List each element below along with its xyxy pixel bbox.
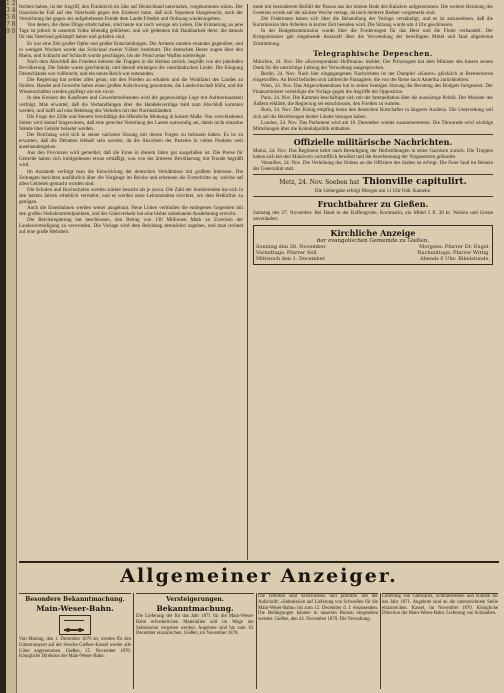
metz-line-1: Metz, 24. Nov. Soeben hat (279, 179, 360, 187)
left-paragraph-5: Die Regierung hat seither alles getan, um den Frieden zu erhalten und die Wohlfahrt des Landes zu fördern. Handel und Gewerbe haben einen großen Aufschwung genommen, die Landwirtschaft blüht, und die Wissenschaften werden gepflegt wie nie zuvor. (19, 77, 243, 96)
ad-divider (256, 593, 257, 689)
church-cell: Nachmittags: Pfarrer Wittig. (417, 250, 490, 257)
church-row (256, 256, 490, 262)
right-paragraph-3: In der Budgetkommission wurde über die Forderungen für das Heer und die Flotte verhandelt. Der Kriegsminister gab eingehende Auskunft über die Verwendung der bewilligten Mittel und fand allgemeine Zustimmung. (253, 28, 493, 47)
left-paragraph-7: Die Frage der Zölle und Steuern beschäftigt die öffentliche Meinung in hohem Maße. Von verschiedenen Seiten wird darauf hingewiesen, daß eine gerechte Verteilung der Lasten notwendig sei, damit nicht einzelne Stände über Gebühr belastet werden. (19, 113, 243, 132)
church-title: Kirchliche Anzeige (330, 228, 416, 239)
left-margin-strip (6, 0, 17, 693)
left-paragraph-3: Es war eine Zeit großer Opfer und großer Entscheidungen. Die Armeen standen einander gegenüber, und in wenigen Wochen wurde das Schicksal zweier Völker bestimmt. Die deutschen Heere zogen über den Rhein, und Schlacht auf Schlacht wurde geschlagen, bis der Feind seine Waffen niederlegte. (19, 40, 243, 59)
ad3-text: Die Offerten sind verschlossen und portofrei mit der Aufschrift: »Submission auf Lieferung von Schwellen für die Main-Weser-Bahn« bis zum 12. December d. J. einzusenden. Die Bedingungen können in unserem Bureau eingesehen werden. Gießen, den 24. November 1870. Die Verwaltung. (258, 594, 378, 623)
telegraph-item-6: London, 24. Nov. Das Parlament wird am 10. Dezember wieder zusammentreten. Die Thronrede wird wichtige Mitteilungen über die Kolonialpolitik enthalten. (253, 119, 493, 132)
metz-bulletin (253, 177, 493, 187)
locomotive-icon (59, 615, 91, 635)
fruit-heading: Fruchtbahrer zu Gießen. (317, 199, 429, 210)
church-subtitle: der evangelischen Gemeinde zu Gießen. (316, 238, 430, 245)
left-paragraph-4: Nach dem Abschluß des Friedens kehrten die Truppen in die Heimat zurück, begrüßt von der jubelnden Bevölkerung. Die Städte waren geschmückt, und überall erklangen die vaterländischen Lieder. Die Einigung Deutschlands war vollbracht, und ein neues Reich war entstanden. (19, 58, 243, 78)
church-cell: Abends 6 Uhr: Bibelstunde. (419, 256, 490, 263)
left-paragraph-8: Der Reichstag wird sich in seiner nächsten Sitzung mit diesen Fragen zu befassen haben. Es ist zu erwarten, daß die Debatten lebhaft sein werden, da die Ansichten der Parteien in vielen Punkten weit auseinandergehen. (19, 131, 243, 151)
section-rule (253, 174, 493, 175)
section-rule (253, 196, 493, 197)
church-cell: Sonntag den 28. November. (256, 244, 327, 251)
margin-text: 1 2 3 4 5 6 7 8 9 0 (6, 0, 16, 35)
church-cell: Vormittags: Pfarrer Sell. (256, 250, 319, 257)
military-heading: Offizielle militärische Nachrichten. (293, 136, 453, 147)
section-rule (253, 134, 493, 135)
ad1-heading: Besondere Bekanntmachung. (25, 596, 125, 603)
ad1-text: Von Montag, den 1. December 1870 an, werden für den Gütertransport auf der Strecke Gießen–Kassel wieder alle Güter angenommen. Gießen, 25. November 1870. Königliche Direktion der Main-Weser-Bahn. (19, 637, 131, 660)
left-paragraph-1: fechten haben, ist der Angriff, den Frankreich im Jahr auf Deutschland unternahm, vorgekommen wären. Der französische Fall auf des Vaterlands gegen den Eroberer hatte, daß sich Napoleon klargemacht, nach der Vernichtung der gegen uns aufgehobenen Feinde dem Lande Frieden und Ordnung wiederzugeben. (19, 4, 243, 23)
ad4-text: Lieferung von Gußwaren, Schmiedeeisen und Kohlen für das Jahr 1871. Angebote sind an die unterzeichnete Stelle einzureichen. Kassel, im November 1870. Königliche Direction der Main-Weser-Bahn. Lieferung von Schrauben. (382, 594, 498, 617)
church-notice-box (253, 225, 493, 265)
telegraph-item-5: Rom, 24. Nov. Der König empfing heute den deutschen Botschafter in längerer Audienz. Die Unterredung soll sich auf die Beziehungen beider Länder bezogen haben. (253, 107, 493, 120)
left-paragraph-10: Im Auslande verfolgt man die Entwicklung der deutschen Verhältnisse mit großem Interesse. Die Zeitungen berichten ausführlich über die Vorgänge im Reiche und erkennen die Fortschritte an, welche auf allen Gebieten gemacht worden sind. (19, 168, 243, 187)
ad2-text: Die Lieferung der für das Jahr 1871 für die Main-Weser-Bahn erforderlichen Materialien soll im Wege der Submission vergeben werden. Angebote sind bis zum 10. December einzureichen. Gießen, im November 1870. (136, 614, 254, 637)
ad-divider (133, 593, 134, 689)
anzeiger-title: Allgemeiner Anzeiger. (120, 565, 398, 587)
left-column (19, 4, 243, 560)
ad-column-2 (136, 593, 254, 690)
ad2-title: Bekanntmachung. (156, 604, 234, 613)
church-cell: Morgens: Pfarrer Dr. Engel. (419, 244, 490, 251)
newspaper-page (6, 0, 504, 693)
left-paragraph-6: In den Kreisen der Kaufleute und Gewerbetreibenden wird die gegenwärtige Lage mit Aufmerksamkeit verfolgt. Man erwartet, daß die Verhandlungen über die Handelsverträge bald zum Abschluß kommen werden, und hofft auf eine Belebung des Verkehrs mit den Nachbarländern. (19, 95, 243, 114)
right-paragraph-1: mute mit besonderem Beifall der Passus aus der letzten Rede des Kanzlers aufgenommen. Die weitere Beratung des Gesetzes wurde auf die nächste Woche vertagt, da noch mehrere Redner vorgemerkt sind. (253, 4, 493, 17)
left-paragraph-12: Auch die Eisenbahnen werden weiter ausgebaut. Neue Linien verbinden die entlegenen Gegenden mit den großen Verkehrsmittelpunkten, und der Güterverkehr hat eine bisher unbekannte Ausdehnung erreicht. (19, 205, 243, 218)
church-cell: Mittwoch den 1. December. (256, 256, 327, 263)
telegraph-item-4: Paris, 24. Nov. Die Kammer beschäftigte sich mit der Interpellation über die auswärtige Politik. Der Minister des Äußern erklärte, die Regierung sei entschlossen, den Frieden zu wahren. (253, 95, 493, 108)
ad2-heading: Versteigerungen. (166, 596, 224, 603)
military-item-1: Mainz, 24. Nov. Das Regiment kehrt nach Beendigung der Herbstübungen in seine Garnison zurück. Die Truppen haben sich bei den Manövern vortrefflich bewährt und die Anerkennung der Vorgesetzten gefunden. (253, 147, 493, 160)
metz-line-2: Die Uebergabe erfolgt Morgen um 11 Uhr früh. Kameke. (314, 188, 432, 195)
anzeiger-header (19, 561, 499, 593)
right-paragraph-2: Die Fraktionen haben sich über die Behandlung der Vorlage verständigt, und es ist anzunehmen, daß die Kommission ihre Arbeiten in kurzer Zeit beenden wird. Die Sitzung wurde um 4 Uhr geschlossen. (253, 16, 493, 29)
ad-column-1 (19, 593, 131, 690)
telegraph-item-1: München, 24. Nov. Die »Korrespondenz Hoffmann« meldet: Der Prinzregent hat dem Minister des Innern seinen Dank für die umsichtige Leitung der Verwaltung ausgesprochen. (253, 58, 493, 71)
military-item-2: Versailles, 24. Nov. Die Verleihung des Ordens an die Offiziere des Stabes ist erfolgt. Die Feier fand im Beisein der Generalität statt. (253, 159, 493, 173)
fruit-text: Samstag den 27. November. Bei Hand in der Kaffengrube, Kornmarkt, ein Mittel 5 fl. 30 kr. Weizen und Gerste unverändert. (253, 210, 493, 223)
ad1-title: Main-Weser-Bahn. (36, 604, 114, 613)
left-paragraph-9: Aus den Provinzen wird gemeldet, daß die Ernte in diesem Jahre gut ausgefallen ist. Die Preise für Getreide haben sich infolgedessen etwas ermäßigt, was von der ärmeren Bevölkerung mit Freude begrüßt wird. (19, 150, 243, 169)
left-paragraph-11: Die Schulen und Hochschulen werden stärker besucht als je zuvor. Die Zahl der Studierenden hat sich in den letzten Jahren erheblich vermehrt, und es werden neue Lehranstalten errichtet, um dem Bedürfnis zu genügen. (19, 186, 243, 205)
left-paragraph-2: Von denen, die diese Dinge erlebt haben, sind heute nur noch wenige am Leben. Die Erinnerung an jene Tage ist jedoch in unserem Volke lebendig geblieben, und wir gedenken mit Dankbarkeit derer, die damals für das Vaterland gekämpft haben und gefallen sind. (19, 22, 243, 41)
left-paragraph-13: Die Reichsregierung hat beschlossen, den Betrag von 130 Millionen Mark zu Zwecken der Landesverteidigung zu verwenden. Die Vorlage wird dem Reichstag demnächst zugehen, und man rechnet auf eine große Mehrheit. (19, 217, 243, 236)
telegraph-item-2: Berlin, 24. Nov. Nach hier eingegangenen Nachrichten ist der Dampfer »Kaiser« glücklich in Bremerhaven eingetroffen. An Bord befinden sich zahlreiche Passagiere, die von der Reise nach Amerika zurückkehren. (253, 70, 493, 83)
telegraph-heading: Telegraphische Depeschen. (313, 48, 433, 58)
ad-divider (380, 593, 381, 689)
metz-city: Thionville capitulirt. (362, 177, 467, 188)
telegraph-item-3: Wien, 24. Nov. Das Abgeordnetenhaus hat in seiner heutigen Sitzung die Beratung des Budgets fortgesetzt. Der Finanzminister verteidigte die Vorlage gegen die Angriffe der Opposition. (253, 83, 493, 96)
column-divider (247, 4, 248, 560)
right-column (253, 4, 493, 560)
ad-column-3 (258, 593, 378, 690)
ad-column-4 (382, 593, 498, 690)
